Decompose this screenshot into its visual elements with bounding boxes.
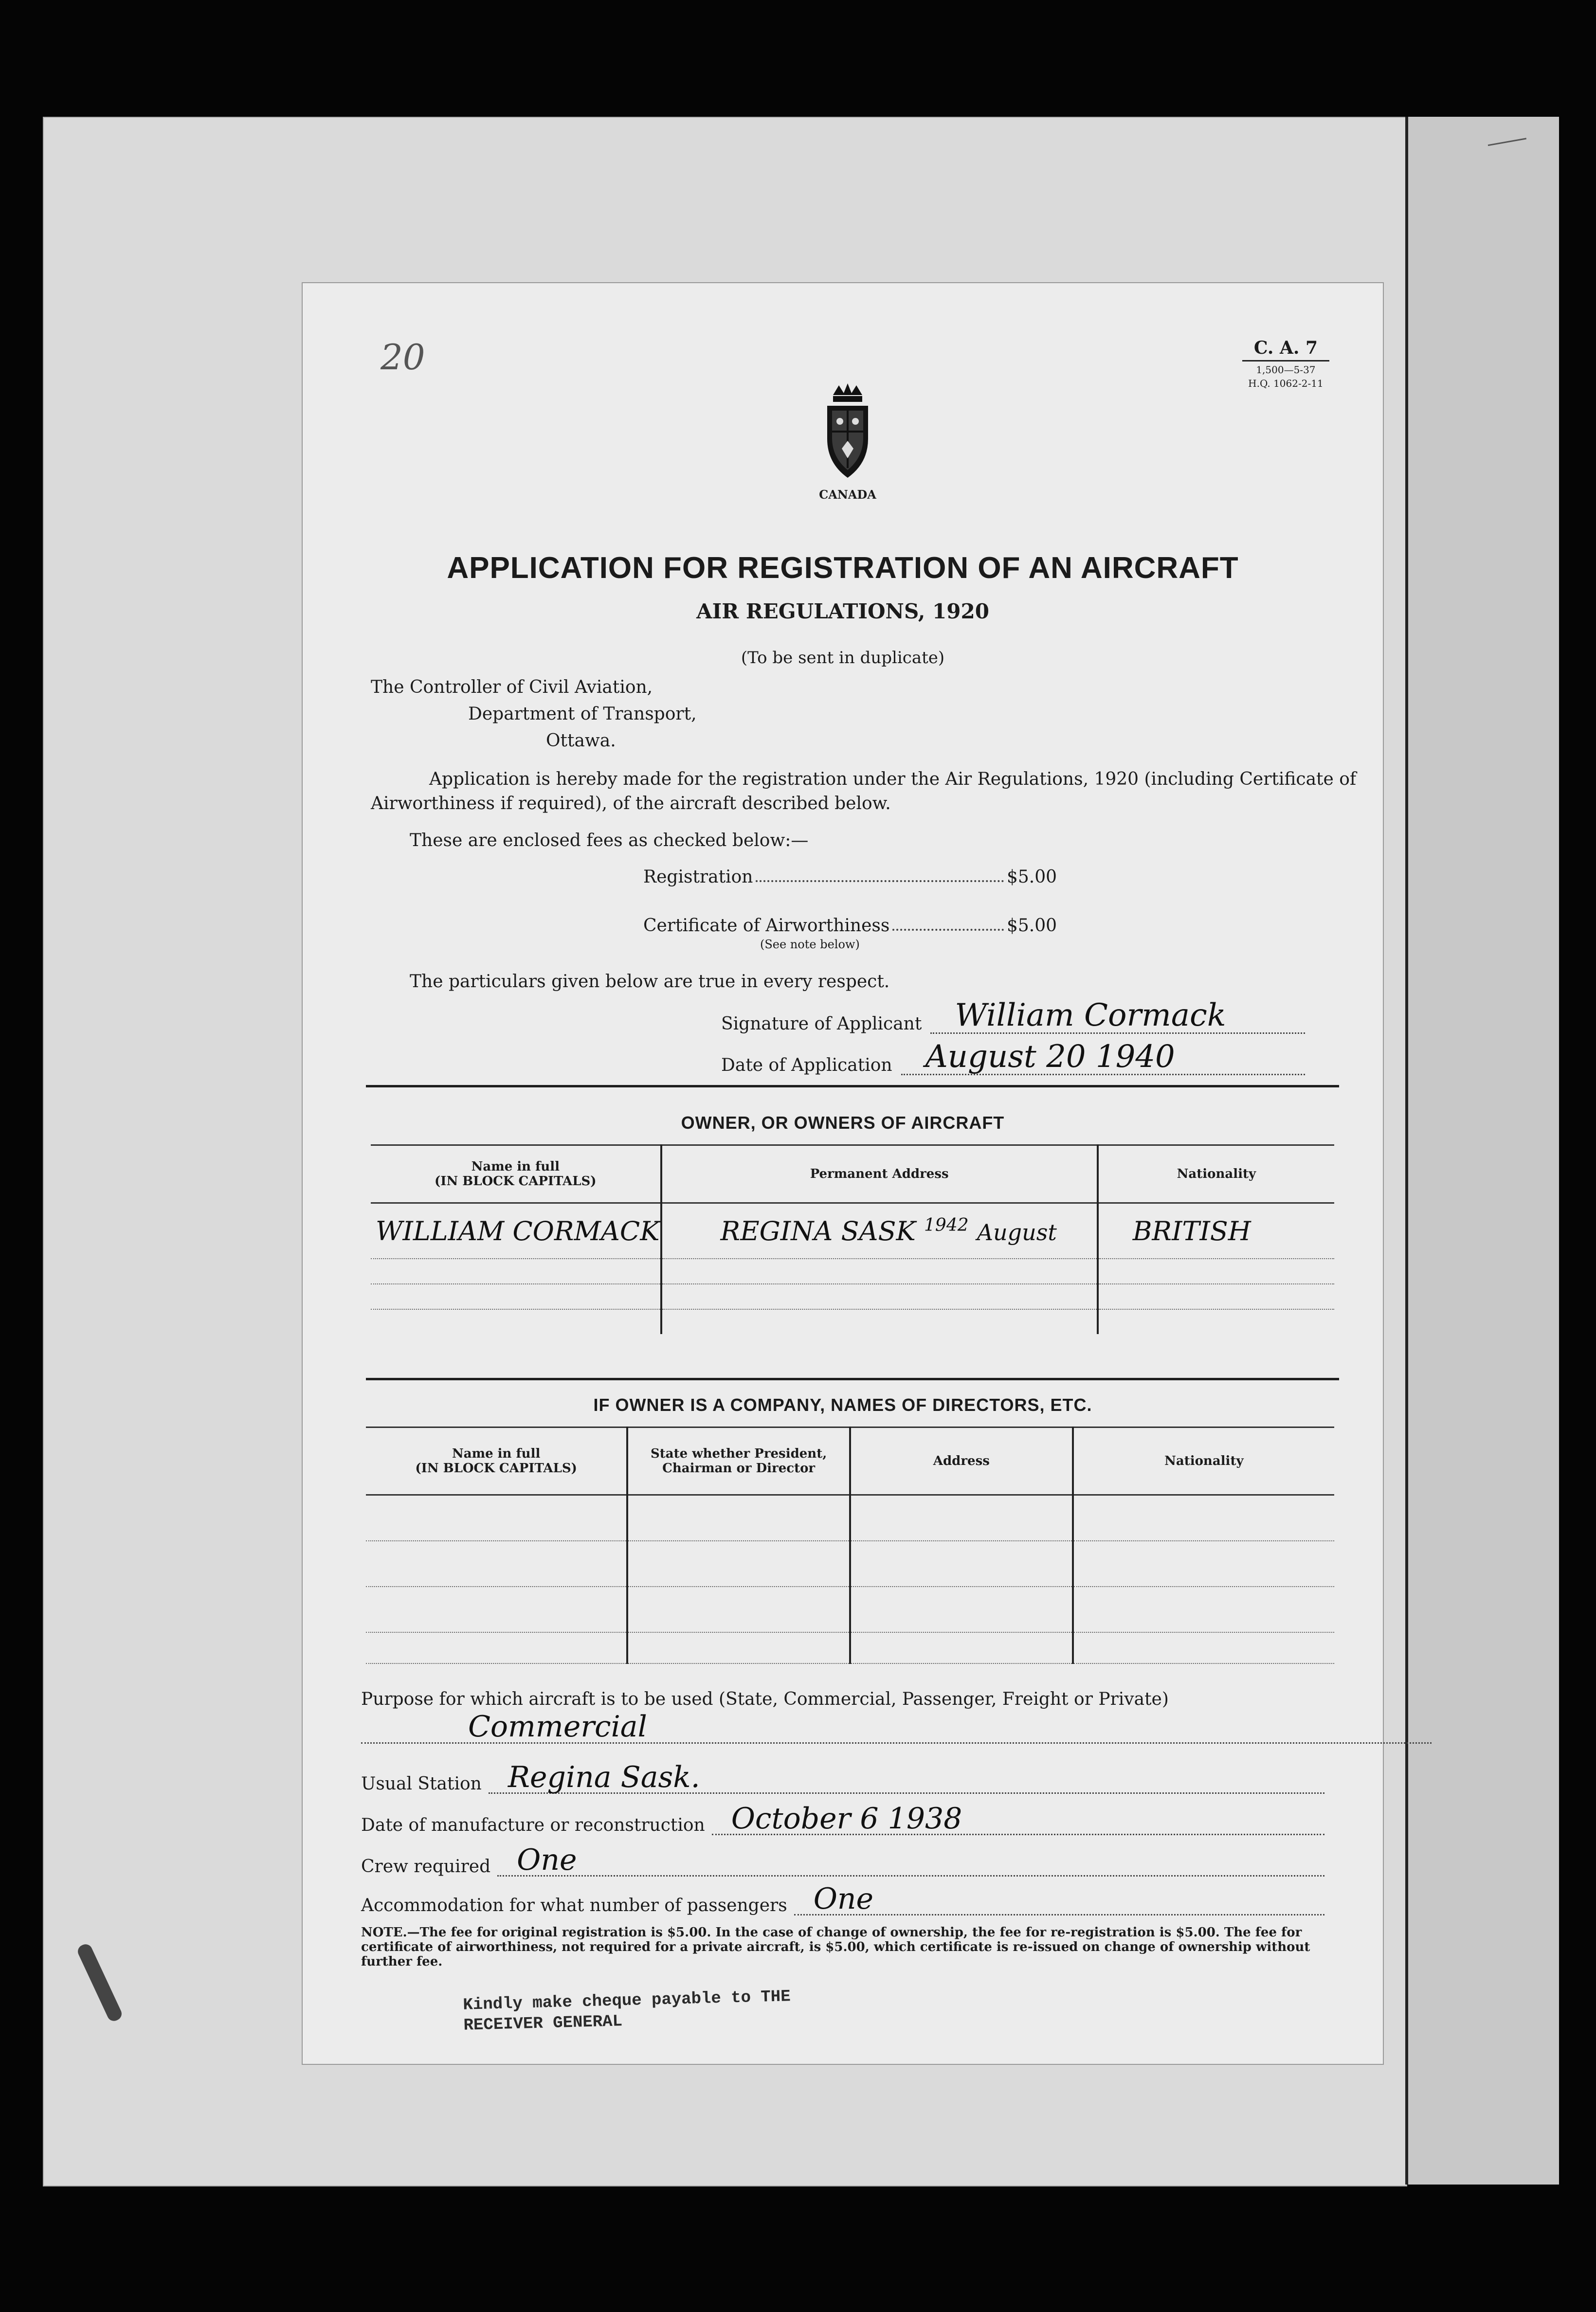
col-state-line1: State whether President,: [651, 1446, 827, 1461]
fee-airworthiness-label: Certificate of Airworthiness: [643, 916, 890, 936]
directors-table-header: [366, 1427, 1334, 1495]
owner-address-note: August: [977, 1219, 1057, 1246]
signature-value: William Cormack: [930, 998, 1305, 1034]
dotted-leader: [892, 929, 1004, 931]
table-row: [371, 1203, 1334, 1259]
pencil-number: 20: [381, 337, 425, 378]
owners-section-title: OWNER, OR OWNERS OF AIRCRAFT: [681, 1113, 1005, 1133]
owner-name: WILLIAM CORMACK: [371, 1203, 661, 1259]
form-title: APPLICATION FOR REGISTRATION OF AN AIRCRAFT: [447, 551, 1239, 585]
manufacture-date-row: [361, 1804, 1324, 1835]
passengers-label: Accommodation for what number of passengers: [361, 1896, 787, 1915]
address-line-1: The Controller of Civil Aviation,: [371, 677, 653, 697]
crest-label: CANADA: [819, 488, 876, 502]
date-of-application-label: Date of Application: [721, 1055, 892, 1075]
manufacture-date-value: October 6 1938: [712, 1804, 1324, 1835]
application-statement: Application is hereby made for the registration under the Air Regulations, 1920 (including Certificate of Airworthiness if required), of the aircraft described below.: [371, 769, 1357, 813]
col-address-header: Address: [850, 1427, 1073, 1495]
passengers-row: [361, 1884, 1324, 1915]
crew-label: Crew required: [361, 1857, 491, 1877]
folder-edge: [1405, 117, 1559, 2185]
address-line-2: Department of Transport,: [468, 704, 697, 724]
owners-table-header: [371, 1145, 1334, 1203]
application-form: [302, 282, 1384, 2065]
col-nationality-header: Nationality: [1098, 1145, 1334, 1203]
table-row: [366, 1495, 1334, 1541]
owner-nationality: BRITISH: [1098, 1203, 1334, 1259]
table-row: [366, 1541, 1334, 1587]
fee-registration-label: Registration: [643, 867, 753, 887]
col-name-line2: (IN BLOCK CAPITALS): [415, 1461, 577, 1476]
col-name-header: [366, 1427, 627, 1495]
table-row: [371, 1259, 1334, 1284]
directors-table: [366, 1427, 1334, 1664]
fee-note: NOTE.—The fee for original registration is $5.00. In the case of change of ownership, the fee for re-registration is $5.00. The fee for certificate of airworthiness, not required for a private aircraft, is $5.00, which certificate is re-issued on change of ownership without further fee.: [361, 1925, 1310, 1969]
fees-intro: These are enclosed fees as checked below:—: [410, 831, 809, 850]
canada-crest-icon: [818, 380, 877, 483]
fee-airworthiness: [643, 916, 1057, 936]
table-row: [366, 1587, 1334, 1632]
date-of-application-value: August 20 1940: [901, 1040, 1305, 1075]
usual-station-value: Regina Sask.: [489, 1762, 1324, 1794]
payment-stamp: [463, 1987, 791, 2036]
passengers-value: One: [794, 1884, 1324, 1915]
form-subtitle: AIR REGULATIONS, 1920: [696, 599, 989, 623]
col-name-line1: Name in full: [452, 1446, 541, 1461]
signature-label: Signature of Applicant: [721, 1014, 922, 1034]
table-row: [371, 1284, 1334, 1309]
form-code-line2: H.Q. 1062-2-11: [1248, 378, 1324, 389]
form-code-line1: 1,500—5-37: [1256, 364, 1316, 376]
form-code: [1242, 338, 1329, 389]
crew-row: [361, 1845, 1324, 1877]
fee-see-note: (See note below): [760, 938, 860, 951]
col-name-line2: (IN BLOCK CAPITALS): [434, 1174, 597, 1189]
fee-airworthiness-amount: $5.00: [1006, 916, 1057, 936]
owner-address: [661, 1203, 1098, 1259]
address-line-3: Ottawa.: [546, 731, 616, 751]
dotted-leader: [756, 880, 1004, 882]
purpose-value: Commercial: [361, 1711, 1432, 1744]
table-row: [366, 1632, 1334, 1663]
date-of-application-row: [721, 1040, 1305, 1075]
col-address-header: Permanent Address: [661, 1145, 1098, 1203]
stamp-line2: RECEIVER GENERAL: [463, 2012, 623, 2035]
duplicate-note: (To be sent in duplicate): [741, 648, 945, 668]
col-nationality-header: Nationality: [1073, 1427, 1334, 1495]
owner-address-year: 1942: [924, 1215, 969, 1235]
col-state-line2: Chairman or Director: [662, 1461, 816, 1476]
manufacture-date-label: Date of manufacture or reconstruction: [361, 1815, 705, 1835]
company-section-title: IF OWNER IS A COMPANY, NAMES OF DIRECTORS, ETC.: [593, 1395, 1092, 1415]
fee-registration: [643, 867, 1057, 887]
col-name-line1: Name in full: [471, 1159, 560, 1174]
stamp-line1: Kindly make cheque payable to THE: [463, 1987, 791, 2015]
usual-station-label: Usual Station: [361, 1774, 482, 1794]
form-code-number: C. A. 7: [1242, 338, 1329, 361]
section-divider: [366, 1085, 1339, 1087]
fee-registration-amount: $5.00: [1006, 867, 1057, 887]
crew-value: One: [497, 1845, 1324, 1877]
owners-table: [371, 1144, 1334, 1334]
col-state-header: [627, 1427, 850, 1495]
table-row: [371, 1309, 1334, 1334]
section-divider: [366, 1378, 1339, 1380]
usual-station-row: [361, 1762, 1324, 1794]
particulars-statement: The particulars given below are true in every respect.: [410, 972, 890, 992]
owner-address-city: REGINA SASK: [720, 1216, 916, 1246]
purpose-label: Purpose for which aircraft is to be used (State, Commercial, Passenger, Freight or Private): [361, 1689, 1169, 1709]
col-name-header: [371, 1145, 661, 1203]
signature-row: [721, 998, 1305, 1034]
